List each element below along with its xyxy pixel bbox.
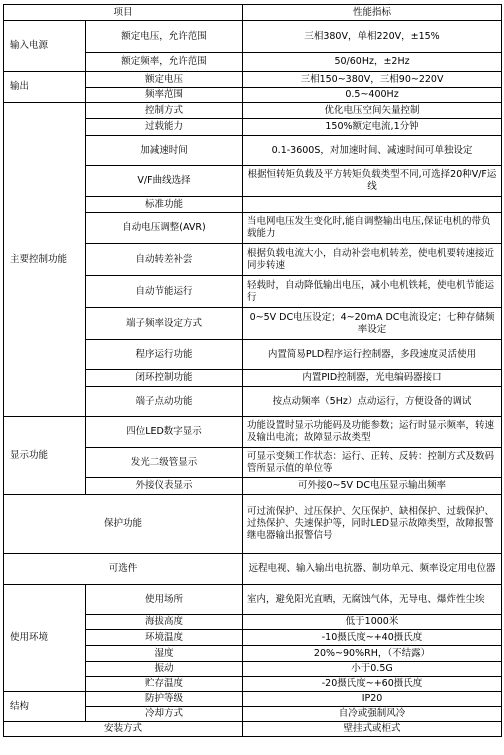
table-row [4,495,502,554]
value-cell: 远程电视、输入输出电抗器、制功单元、频率设定用电位器 [243,554,502,585]
table-row [4,692,502,707]
header-row [4,5,502,21]
category-cell: 安装方式 [4,722,243,737]
category-cell: 可选件 [4,554,243,585]
item-cell: 标准功能 [86,197,243,213]
table-row [4,554,502,585]
item-cell: 闭环控制功能 [86,370,243,387]
item-cell: 控制方式 [86,103,243,119]
header-spec: 性能指标 [243,5,502,21]
value-cell: 50/60Hz，±2Hz [243,53,502,72]
item-cell: 自动节能运行 [86,276,243,308]
item-cell: 发光二级管显示 [86,448,243,478]
value-cell: 当电网电压发生变化时,能自调整输出电压,保证电机的带负载能力 [243,213,502,244]
value-cell: 优化电压空间矢量控制 [243,103,502,119]
item-cell: 贮存温度 [86,677,243,692]
item-cell: 自动转差补尝 [86,244,243,276]
item-cell: 自动电压调整(AVR) [86,213,243,244]
category-cell: 保护功能 [4,495,243,554]
value-cell: 内置简易PLD程序运行控制器，多段速度灵活使用 [243,340,502,370]
value-cell: 三相380V，单相220V，±15% [243,21,502,53]
item-cell: 过载能力 [86,119,243,136]
header-item: 项目 [4,5,243,21]
item-cell: 额定电压 [86,72,243,88]
item-cell: 频率范围 [86,88,243,103]
category-cell: 输出 [4,72,86,103]
value-cell: 150%额定电流,1分钟 [243,119,502,136]
item-cell: V/F曲线选择 [86,166,243,197]
value-cell: 按点动频率（5Hz）点动运行，方便设备的调试 [243,387,502,417]
item-cell: 海拔高度 [86,615,243,630]
value-cell: 小于0.5G [243,662,502,677]
value-cell: -20摄氏度~+60摄氏度 [243,677,502,692]
item-cell: 端子点动功能 [86,387,243,417]
item-cell: 加减速时间 [86,136,243,166]
table-row [4,585,502,615]
category-cell: 主要控制功能 [4,103,86,417]
item-cell: 程序运行功能 [86,340,243,370]
item-cell: 端子频率设定方式 [86,308,243,340]
category-cell: 结构 [4,692,86,722]
item-cell: 额定电压，允许范围 [86,21,243,53]
spec-table [3,4,502,737]
value-cell: 0.1-3600S，对加速时间、减速时间可单独设定 [243,136,502,166]
value-cell: 室内，避免阳光直晒，无腐蚀气体，无导电、爆炸性尘埃 [243,585,502,615]
value-cell: 三相150~380V，三相90~220V [243,72,502,88]
value-cell: 20%~90%RH，（不结露） [243,646,502,662]
item-cell: 额定频率，允许范围 [86,53,243,72]
table-row [4,722,502,737]
value-cell: 自冷或强制风冷 [243,707,502,722]
table-row [4,21,502,53]
value-cell: 可外接0~5V DC电压显示输出频率 [243,478,502,495]
table-row [4,417,502,448]
value-cell: -10摄氏度~+40摄氏度 [243,630,502,646]
value-cell: 低于1000米 [243,615,502,630]
category-cell: 输入电源 [4,21,86,72]
item-cell: 振动 [86,662,243,677]
item-cell: 冷却方式 [86,707,243,722]
value-cell: IP20 [243,692,502,707]
item-cell: 环境温度 [86,630,243,646]
value-cell: 可显示变频工作状态：运行、正转、反转：控制方式及数码管所显示值的单位等 [243,448,502,478]
item-cell: 使用场所 [86,585,243,615]
value-cell: 功能设置时显示功能码及功能参数；运行时显示频率，转速及输出电流；故障显示故类型 [243,417,502,448]
value-cell: 壁挂式或柜式 [243,722,502,737]
item-cell: 外接仪表显示 [86,478,243,495]
value-cell: 0~5V DC电压设定；4~20mA DC电流设定；七种存储频率设定 [243,308,502,340]
value-cell: 根据负载电流大小，自动补尝电机转差，使电机要转速接近同步转速 [243,244,502,276]
category-cell: 显示功能 [4,417,86,495]
category-cell: 使用环境 [4,585,86,692]
table-row [4,103,502,119]
value-cell: 内置PID控制器，光电编码器接口 [243,370,502,387]
item-cell: 防护等级 [86,692,243,707]
value-cell: 根据恒转矩负载及平方转矩负载类型不同,可选择20种V/F运线 [243,166,502,197]
value-cell [243,197,502,213]
value-cell: 0.5~400Hz [243,88,502,103]
table-row [4,72,502,88]
item-cell: 湿度 [86,646,243,662]
value-cell: 轻载时，自动降低输出电压，减小电机铁耗，使电机节能运行 [243,276,502,308]
value-cell: 可过流保护、过压保护、欠压保护、缺相保护、过载保护、过热保护、失速保护等，同时LED显示故障类型，故障报警继电器输出报警信号 [243,495,502,554]
item-cell: 四位LED数字显示 [86,417,243,448]
